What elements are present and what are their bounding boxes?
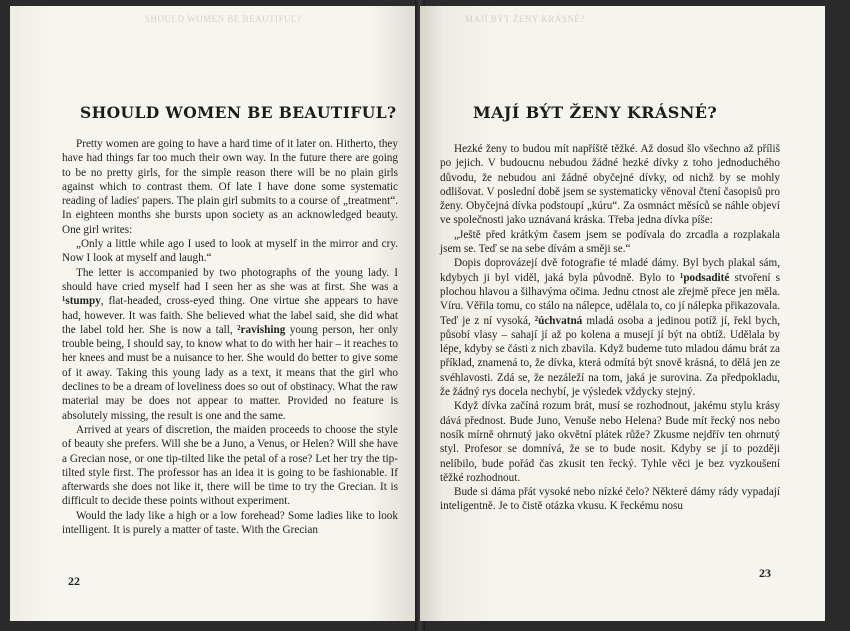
paragraph xyxy=(62,423,398,509)
right-page xyxy=(420,6,825,621)
text-run: „Only a little while ago I used to look at myself in the mirror and cry. Now I look at myself and laugh.“ xyxy=(62,238,398,265)
text-run: mladá osoba a jedinou potíž jí, řekl bych, působí vlasy – sahají jí až po kolena a musejí jí být na obtíž. Udělala by lépe, kdyby se části z nich zbavila. Když budeme tuto mladou dámu brát za příklad, znamená to, že dívka, která odmítá být snově krásná, to dělá jen ze svéhlavosti. Zdá se, že nezáleží na tom, jaká je surovina. Za předpokladu, že žádný rys docela nechybí, je výsledek vždycky stejný. xyxy=(440,314,780,399)
paragraph xyxy=(62,266,398,423)
text-run: The letter is accompanied by two photographs of the young lady. I should have cried myself had I seen her as she was at first. She was a xyxy=(62,266,398,293)
paragraph xyxy=(440,142,780,228)
page-number: 22 xyxy=(68,574,80,588)
glossary-term: ¹podsadité xyxy=(679,271,730,284)
paragraph xyxy=(440,228,780,257)
text-run: stvoření s plochou hlavou a šilhavýma očima. Jednu ctnost ale zřejmě přece jen měla. Víru. Věřila tomu, co stálo na nálepce, udělala to, co jí nálepka přikazovala. Teď je z ní vysoká, xyxy=(440,271,780,327)
page-title: SHOULD WOMEN BE BEAUTIFUL? xyxy=(80,103,397,122)
body-text xyxy=(62,137,398,537)
glossary-term: ¹stumpy xyxy=(62,295,101,308)
paragraph xyxy=(440,485,780,514)
text-run: Arrived at years of discretion, the maiden proceeds to choose the style of beauty she prefers. Will she be a Juno, a Venus, or Helen? Will she have a Grecian nose, or one tip-tilted like the petal of a rose? Let her try the tip-tilted style first. The professor has an idea it is going to be fashionable. If afterwards she does not like it, there will be time to try the Grecian. It is difficult to decide these points without experiment. xyxy=(62,423,398,508)
paragraph xyxy=(62,509,398,538)
text-run: young person, her only trouble being, I should say, to know what to do with her hair – it reaches to her knees and must be a nuisance to her. She would do better to give some of it away. Taking this young lady as a text, it means that the girl who declines to be a dream of loveliness does so out of obstinacy. What the raw material may be does not appear to matter. Provided no feature is absolutely missing, the result is one and the same. xyxy=(62,323,398,422)
paragraph xyxy=(62,137,398,237)
running-head: MAJÍ BÝT ŽENY KRÁSNÉ? xyxy=(465,14,585,24)
body-text xyxy=(440,142,780,514)
text-run: Dopis doprovázejí dvě fotografie té mladé dámy. Byl bych plakal sám, kdybych ji byl viděl, jaká byla původně. Bylo to xyxy=(440,257,780,284)
text-run: Bude si dáma přát vysoké nebo nízké čelo? Některé dámy rády vypadají inteligentně. Je to čistě otázka vkusu. K řeckému nosu xyxy=(440,486,780,513)
text-run: „Ještě před krátkým časem jsem se podívala do zrcadla a rozplakala jsem se. Teď se na sebe dívám a směji se.“ xyxy=(440,228,780,256)
glossary-term: ²ravishing xyxy=(237,323,286,336)
page-title: MAJÍ BÝT ŽENY KRÁSNÉ? xyxy=(473,103,718,122)
left-page xyxy=(10,6,418,621)
running-head: SHOULD WOMEN BE BEAUTIFUL? xyxy=(145,14,302,24)
text-run: Pretty women are going to have a hard time of it later on. Hitherto, they have had things far too much their own way. In the future there are going to be no pretty girls, for the simple reason there will be no plain girls against which to contrast them. Of late I have done some systematic reading of ladies' papers. The plain girl submits to a course of „treatment“. In eighteen months she bursts upon society as an acknowledged beauty. One girl writes: xyxy=(62,138,398,236)
text-run: Když dívka začíná rozum brát, musí se rozhodnout, jakému stylu krásy dává přednost. Bude Juno, Venuše nebo Helena? Bude mít řecký nos nebo nosík mírně ohrnutý jako okvětní plátek růže? Zkusme nejdřív ten ohrnutý styl. Profesor se domnívá, že se to bude nosit. Kdyby se jí to později nelíbilo, bude pořád čas zkusit ten řecký. Tyhle věci je bez vyzkoušení těžké rozhodnout. xyxy=(440,400,780,484)
paragraph xyxy=(440,256,780,399)
text-run: Hezké ženy to budou mít napříště těžké. Až dosud šlo všechno až příliš po jejich. V budoucnu nebudou žádné hezké dívky z toho jednoduchého důvodu, že nebudou ani žádné obyčejné dívky, od nichž by se mohly odlišovat. V poslední době jsem se systematicky věnoval čtení časopisů pro ženy. Obyčejná dívka podstoupí „kúru“. Za osmnáct měsíců se náhle objeví ve společnosti jako uznávaná kráska. Třeba jedna dívka píše: xyxy=(440,143,780,227)
page-number: 23 xyxy=(759,566,771,580)
text-run: , flat-headed, cross-eyed thing. One virtue she appears to have had, however. It was faith. She believed what the label said, she did what the label told her. She is now a tall, xyxy=(62,295,398,336)
paragraph xyxy=(440,399,780,485)
text-run: Would the lady like a high or a low forehead? Some ladies like to look intelligent. It is purely a matter of taste. With the Grecian xyxy=(62,509,398,537)
paragraph xyxy=(62,237,398,266)
glossary-term: ²úchvatná xyxy=(534,314,583,327)
